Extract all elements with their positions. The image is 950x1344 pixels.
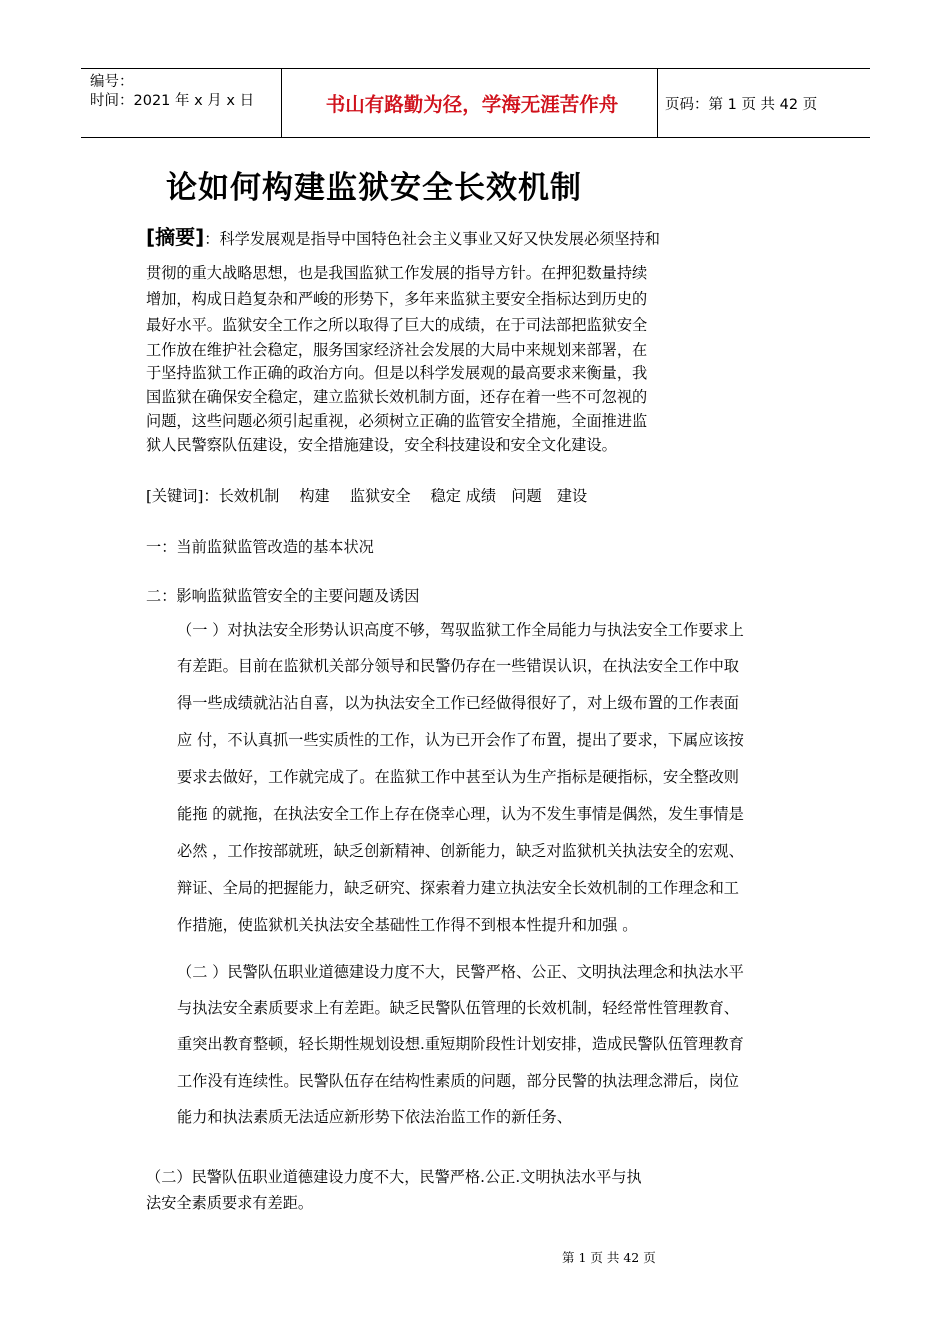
paragraph-line: 应 付，不认真抓一些实质性的工作，认为已开会作了布置，提出了要求，下属应该按 — [177, 731, 744, 749]
time-label: 时间：2021 年 x 月 x 日 — [90, 93, 255, 109]
abstract-line: 最好水平。监狱安全工作之所以取得了巨大的成绩，在于司法部把监狱安全 — [146, 316, 648, 334]
abstract-first-text: ：科学发展观是指导中国特色社会主义事业又好又快发展必须坚持和 — [204, 230, 660, 248]
paragraph-line: 重突出教育整顿，轻长期性规划设想.重短期阶段性计划安排，造成民警队伍管理教育 — [177, 1035, 744, 1053]
paragraph-line: 工作没有连续性。民警队伍存在结构性素质的问题，部分民警的执法理念滞后，岗位 — [177, 1072, 739, 1090]
abstract-line: 狱人民警察队伍建设，安全措施建设，安全科技建设和安全文化建设。 — [146, 436, 617, 454]
section-heading: 一：当前监狱监管改造的基本状况 — [146, 538, 374, 556]
abstract-line: 于坚持监狱工作正确的政治方向。但是以科学发展观的最高要求来衡量，我 — [146, 364, 648, 382]
paragraph-line: 能力和执法素质无法适应新形势下依法治监工作的新任务、 — [177, 1108, 572, 1126]
abstract-line: 国监狱在确保安全稳定，建立监狱长效机制方面，还存在着一些不可忽视的 — [146, 388, 648, 406]
page-footer: 第 1 页 共 42 页 — [562, 1250, 656, 1265]
keywords-line: [关键词]：长效机制 构建 监狱安全 稳定 成绩 问题 建设 — [146, 487, 588, 505]
abstract-line: 问题，这些问题必须引起重视，必须树立正确的监管安全措施，全面推进监 — [146, 412, 648, 430]
paragraph-line: 必然 ，工作按部就班，缺乏创新精神、创新能力，缺乏对监狱机关执法安全的宏观、 — [177, 842, 744, 860]
header-info — [90, 73, 254, 111]
paragraph-line: 辩证、全局的把握能力，缺乏研究、探索着力建立执法安全长效机制的工作理念和工 — [177, 879, 739, 897]
abstract-label: [摘要] — [146, 225, 205, 249]
abstract-line: 工作放在维护社会稳定，服务国家经济社会发展的大局中来规划来部署，在 — [146, 341, 648, 359]
header-motto: 书山有路勤为径，学海无涯苦作舟 — [325, 93, 619, 116]
paragraph-line: （二）民警队伍职业道德建设力度不大，民警严格.公正.文明执法水平与执 — [146, 1168, 642, 1186]
paragraph-line: 要求去做好，工作就完成了。在监狱工作中甚至认为生产指标是硬指标，安全整改则 — [177, 768, 739, 786]
abstract-line: 贯彻的重大战略思想，也是我国监狱工作发展的指导方针。在押犯数量持续 — [146, 264, 648, 282]
abstract-line: 增加，构成日趋复杂和严峻的形势下，多年来监狱主要安全指标达到历史的 — [146, 290, 648, 308]
paragraph-line: （一 ）对执法安全形势认识高度不够，驾驭监狱工作全局能力与执法安全工作要求上 — [177, 621, 744, 639]
paragraph-line: （二 ）民警队伍职业道德建设力度不大，民警严格、公正、文明执法理念和执法水平 — [177, 963, 744, 981]
paragraph-line: 有差距。目前在监狱机关部分领导和民警仍存在一些错误认识，在执法安全工作中取 — [177, 657, 739, 675]
paragraph-line: 作措施，使监狱机关执法安全基础性工作得不到根本性提升和加强 。 — [177, 916, 638, 934]
section-heading: 二：影响监狱监管安全的主要问题及诱因 — [146, 587, 420, 605]
paragraph-line: 能拖 的就拖，在执法安全工作上存在侥幸心理，认为不发生事情是偶然，发生事情是 — [177, 805, 744, 823]
paragraph-line: 得一些成绩就沾沾自喜，以为执法安全工作已经做得很好了，对上级布置的工作表面 — [177, 694, 739, 712]
paragraph-line: 与执法安全素质要求上有差距。缺乏民警队伍管理的长效机制，轻经常性管理教育、 — [177, 999, 739, 1017]
paragraph-line: 法安全素质要求有差距。 — [146, 1194, 314, 1212]
abstract-first-line — [146, 221, 660, 250]
header-divider — [657, 69, 658, 137]
page-header — [81, 68, 870, 138]
header-page-number: 页码：第 1 页 共 42 页 — [665, 97, 818, 113]
document-title: 论如何构建监狱安全长效机制 — [166, 170, 582, 206]
serial-label: 编号： — [90, 74, 134, 90]
